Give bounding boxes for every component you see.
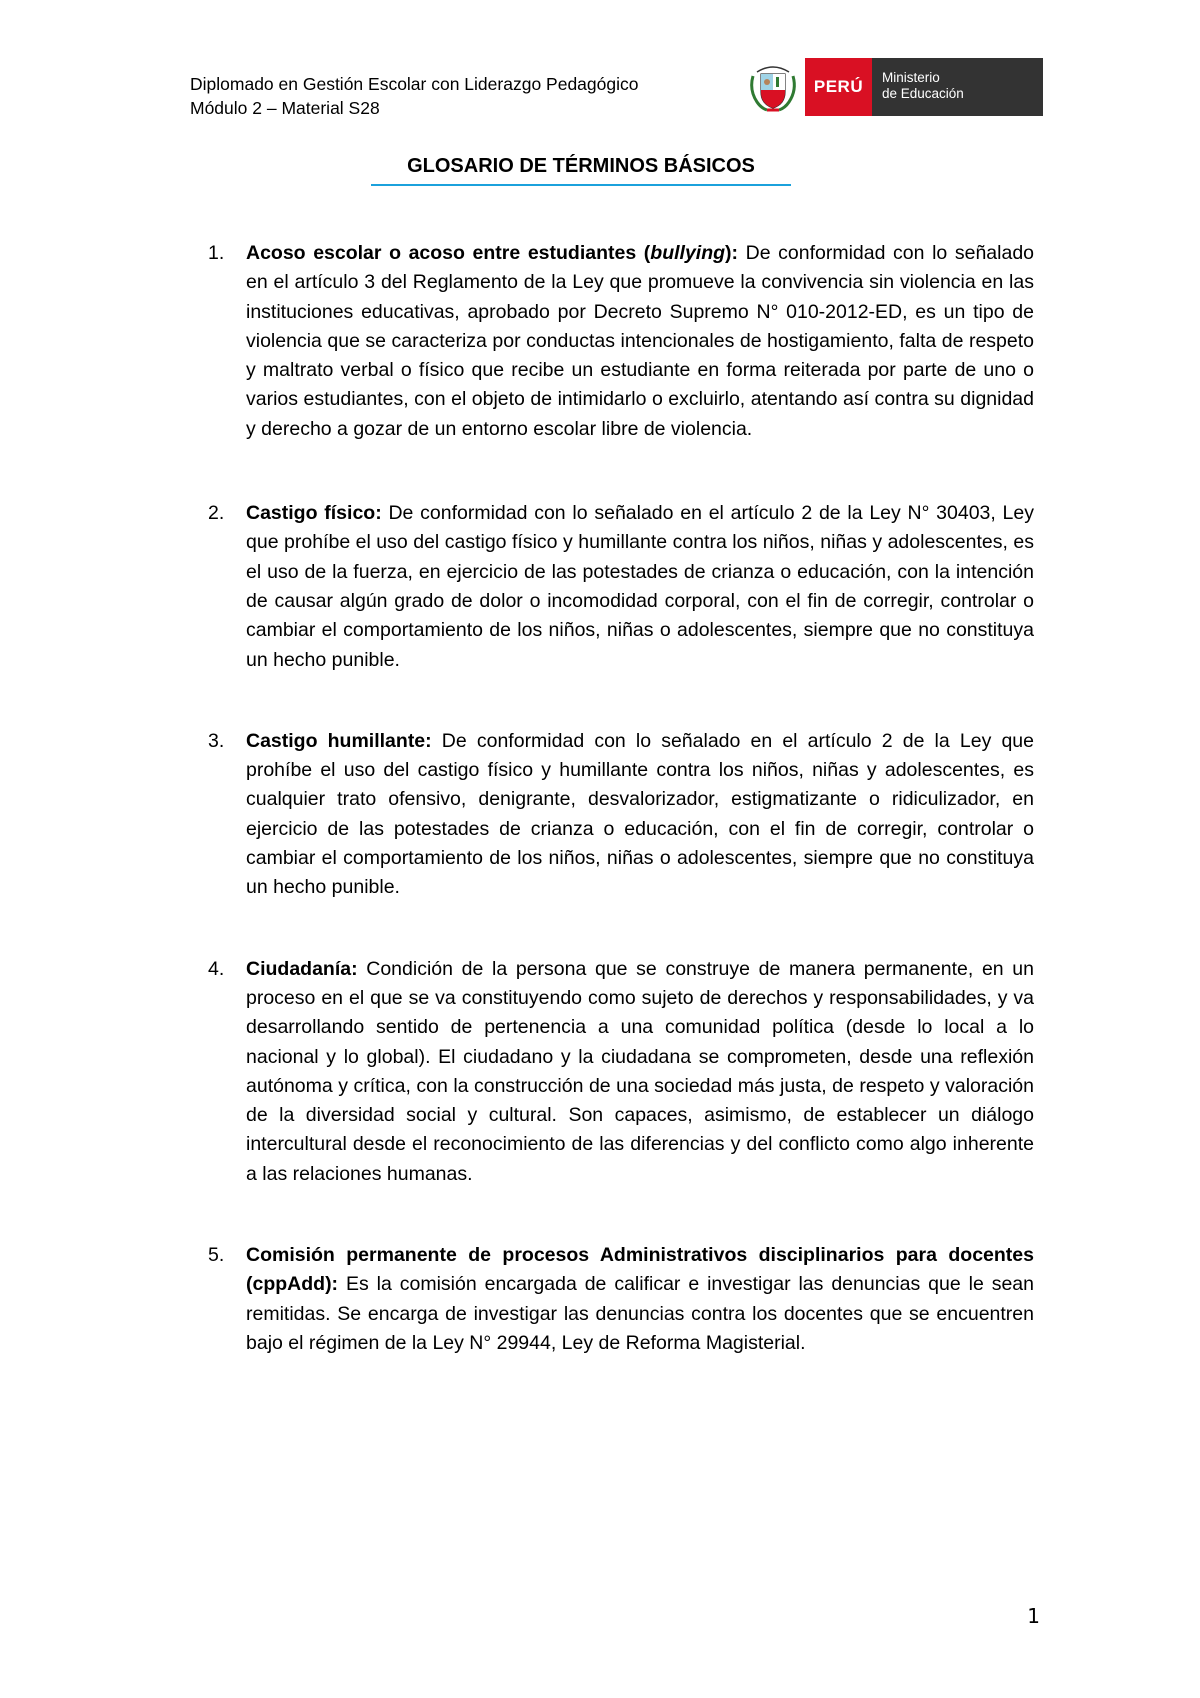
logo-ministry-line1: Ministerio [882,70,940,85]
minedu-logo [747,58,1043,116]
header-text [190,72,638,120]
item-term [246,242,738,264]
item-number: 4. [208,957,225,980]
glossary-list [208,239,1034,1358]
glossary-item [208,727,1034,903]
item-term-part: Acoso escolar o acoso entre estudiantes ( [246,242,651,264]
item-number: 5. [208,1244,225,1267]
glossary-item [208,955,1034,1189]
glossary-item [208,239,1034,444]
header-line-program: Diplomado en Gestión Escolar con Liderazgo Pedagógico [190,74,639,94]
item-definition: De conformidad con lo señalado en el artículo 3 del Reglamento de la Ley que promueve la convivencia sin violencia en las instituciones educativas, aprobado por Decreto Supremo N° 010-2012-ED, es un tipo de violencia que se caracteriza por conductas intencionales de hostigamiento, falta de respeto y maltrato verbal o físico que recibe un estudiante en forma reiterada por parte de uno o varios estudiantes, con el objeto de intimidarlo o excluirlo, atentando así contra su dignidad y derecho a gozar de un entorno escolar libre de violencia. [246,242,1035,440]
logo-ministry-line2: de Educación [882,86,964,101]
item-number: 2. [208,502,225,525]
glossary-item [208,499,1034,675]
item-definition: De conformidad con lo señalado en el artículo 2 de la Ley N° 30403, Ley que prohíbe el uso del castigo físico y humillante contra los niños, niñas y adolescentes, es el uso de la fuerza, en ejercicio de las potestades de crianza o educación, con la intención de causar algún grado de dolor o incomodidad corporal, con el fin de corregir, controlar o cambiar el comportamiento de los niños, niñas o adolescentes, siempre que no constituya un hecho punible. [246,502,1034,671]
item-term-part: ): [725,242,739,264]
item-definition: Condición de la persona que se construye de manera permanente, en un proceso en el que se va constituyendo como sujeto de derechos y responsabilidades, y va desarrollando sentido de pertenencia a una comunidad política (desde lo local a lo nacional y lo global). El ciudadano y la ciudadana se comprometen, desde una reflexión autónoma y crítica, con la construcción de una sociedad más justa, de respeto y valoración de la diversidad social y cultural. Son capaces, asimismo, de establecer un diálogo intercultural desde el reconocimiento de las diferencias y del conflicto como algo inherente a las relaciones humanas. [246,957,1034,1185]
title-underline [371,184,791,186]
glossary-item [208,1241,1034,1358]
item-term: Comisión permanente de procesos Administrativos disciplinarios para docentes (cppAdd): [246,1244,1034,1296]
item-number: 1. [208,242,225,264]
item-number: 3. [208,729,225,752]
page-header [190,72,1040,122]
item-term: Ciudadanía: [246,957,358,980]
logo-ministry-block [872,58,1043,116]
item-term: Castigo físico: [246,502,382,525]
page-title: GLOSARIO DE TÉRMINOS BÁSICOS [407,155,755,177]
page-number: 1 [1027,1604,1040,1628]
item-definition: Es la comisión encargada de calificar e investigar las denuncias que le sean remitidas. Se encarga de investigar las denuncias contra los docentes que se encuentren bajo el régimen de la Ley N° 29944, Ley de Reforma Magisterial. [246,1273,1034,1354]
logo-peru-block: PERÚ [805,58,872,116]
item-definition: De conformidad con lo señalado en el artículo 2 de la Ley que prohíbe el uso del castigo físico y humillante contra los niños, niñas y adolescentes, es cualquier trato ofensivo, denigrante, desvalorizador, estigmatizante o ridiculizador, en ejercicio de las potestades de crianza o educación, con el fin de corregir, controlar o cambiar el comportamiento de los niños, niñas o adolescentes, siempre que no constituya un hecho punible. [246,729,1034,899]
header-line-module: Módulo 2 – Material S28 [190,98,380,118]
item-term: Castigo humillante: [246,729,432,752]
coat-of-arms-icon [747,58,799,116]
item-term-emphasis: bullying [650,242,726,264]
